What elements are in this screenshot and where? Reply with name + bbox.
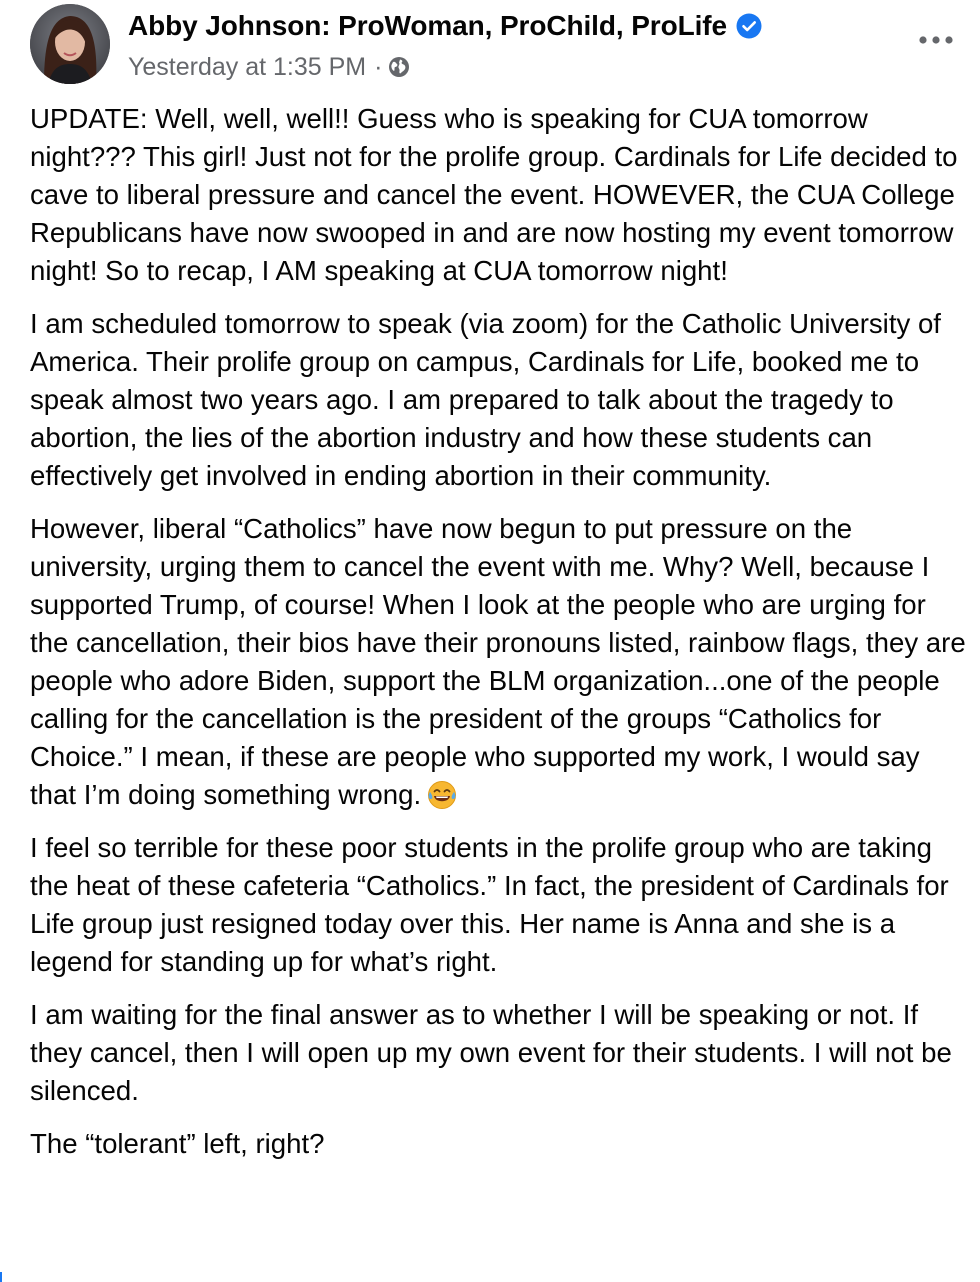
post-paragraph-1: UPDATE: Well, well, well!! Guess who is speaking for CUA tomorrow night??? This girl! Just not for the prolife group. Cardinals for Life decided to cave to liberal pressure and cancel the event. HOWEVER, the CUA College Republicans have now swooped in and are now hosting my event tomorrow night! So to recap, I AM speaking at CUA tomorrow night! [30,103,958,286]
post-meta [128,50,410,84]
verified-badge-icon [736,13,762,39]
more-options-button[interactable] [912,20,960,60]
post-paragraph-6: The “tolerant” left, right? [30,1128,325,1159]
edge-mark [0,1272,2,1282]
post-header [30,4,960,86]
avatar[interactable] [30,4,110,84]
post-paragraph-4: I feel so terrible for these poor students in the prolife group who are taking the heat of these cafeteria “Catholics.” In fact, the president of Cardinals for Life group just resigned today over this. Her name is Anna and she is a legend for standing up for what’s right. [30,832,949,977]
meta-separator: · [374,52,383,81]
post-paragraph-2: I am scheduled tomorrow to speak (via zoom) for the Catholic University of America. Their prolife group on campus, Cardinals for Life, booked me to speak almost two years ago. I am prepared to talk about the tragedy to abortion, the lies of the abortion industry and how these students can effectively get involved in ending abortion in their community. [30,308,941,491]
more-options-icon [919,31,953,49]
post-body [30,100,968,1178]
post-paragraph-3 [30,510,968,814]
tears-of-joy-emoji-icon [427,780,457,810]
post-timestamp[interactable]: Yesterday at 1:35 PM [128,52,367,81]
author-line [128,8,762,44]
author-name[interactable]: Abby Johnson: ProWoman, ProChild, ProLife [128,10,727,41]
post-paragraph-5: I am waiting for the final answer as to whether I will be speaking or not. If they cancel, then I will open up my own event for their students. I will not be silenced. [30,999,952,1106]
post-paragraph-3-text: However, liberal “Catholics” have now begun to put pressure on the university, urging them to cancel the event with me. Why? Well, because I supported Trump, of course! When I look at the people who are urging for the cancellation, their bios have their pronouns listed, rainbow flags, they are people who adore Biden, support the BLM organization...one of the people calling for the cancellation is the president of the groups “Catholics for Choice.” I mean, if these are people who supported my work, I would say that I’m doing something wrong. [30,513,966,810]
globe-icon[interactable] [388,56,410,78]
